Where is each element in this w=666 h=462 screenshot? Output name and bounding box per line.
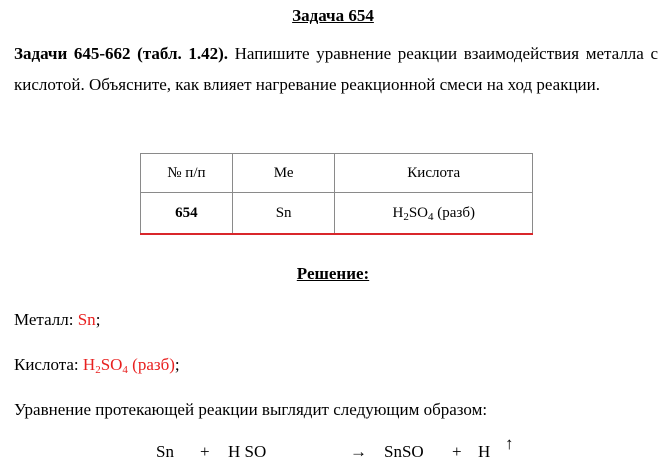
equation-intro: Уравнение протекающей реакции выглядит следующим образом: [14,400,488,419]
task-reference: Задачи 645-662 (табл. 1.42). [14,44,229,63]
cell-acid: $H_2SO_4$ (разб) [335,193,533,235]
eq-plus-2: + [452,442,462,461]
eq-sn: Sn [156,442,174,461]
table-header-row [141,154,533,193]
metal-line: Металл: Sn; [14,310,101,329]
task-text: Напишите уравнение реакции взаимодействия металла с кислотой. Объясните, как влияет нагревание реакционной смеси на ход реакции. [14,44,658,94]
metal-value: Sn [77,310,96,329]
task-table [140,153,533,235]
eq-snso4: SnSO [384,442,424,461]
solution-title: Решение: [296,264,370,283]
acid-line: Кислота: $H_2SO_4$ (разб); [14,355,180,376]
eq-plus-1: + [200,442,210,461]
gas-arrow-icon: ↑ [505,434,514,453]
table-row [141,193,533,235]
task-statement [14,38,658,100]
header-metal: Ме [232,154,335,193]
eq-arrow: → [350,442,367,461]
acid-value: $H_2SO_4$ (разб) [82,355,175,376]
eq-h2so4: H SO [228,442,267,461]
header-number: № п/п [141,154,233,193]
header-acid: Кислота [335,154,533,193]
eq-h2: H [478,442,491,461]
task-title: Задача 654 [292,6,374,25]
cell-number: 654 [141,193,233,235]
cell-metal: Sn [232,193,335,235]
